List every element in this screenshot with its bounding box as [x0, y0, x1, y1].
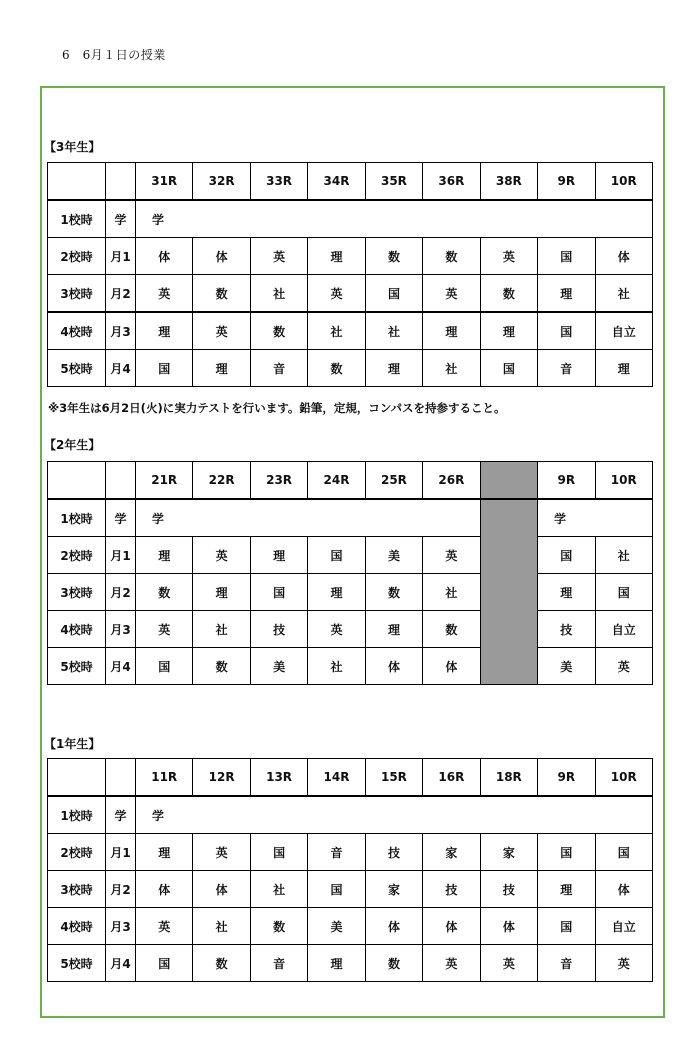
period-row	[48, 796, 653, 834]
room-header: 13R	[250, 759, 307, 797]
subject-cell: 技	[365, 834, 422, 871]
period-label: 2校時	[48, 834, 106, 871]
subject-cell: 音	[538, 945, 595, 982]
header-blank	[48, 759, 106, 797]
subject-cell: 国	[308, 537, 365, 574]
header-row	[48, 759, 653, 797]
subject-cell: 体	[136, 871, 193, 908]
period-row	[48, 574, 653, 611]
subject-cell: 英	[193, 312, 250, 350]
subject-cell: 音	[308, 834, 365, 871]
period-sub: 学	[106, 200, 136, 238]
period-row	[48, 200, 653, 238]
subject-cell: 理	[365, 611, 422, 648]
subject-cell: 学	[136, 499, 481, 537]
period-row	[48, 499, 653, 537]
unused-column	[480, 462, 537, 500]
grade2-timetable	[47, 461, 653, 685]
room-header: 25R	[365, 462, 422, 500]
room-header: 24R	[308, 462, 365, 500]
period-row	[48, 871, 653, 908]
period-sub: 月2	[106, 574, 136, 611]
subject-cell: 技	[250, 611, 307, 648]
period-label: 5校時	[48, 648, 106, 685]
subject-cell: 国	[136, 945, 193, 982]
subject-cell: 美	[250, 648, 307, 685]
period-label: 3校時	[48, 871, 106, 908]
subject-cell: 社	[193, 908, 250, 945]
subject-cell: 英	[136, 275, 193, 313]
subject-cell: 理	[595, 350, 653, 387]
room-header: 33R	[250, 163, 307, 201]
period-label: 3校時	[48, 275, 106, 313]
period-row	[48, 834, 653, 871]
period-sub: 月2	[106, 871, 136, 908]
subject-cell: 英	[423, 945, 480, 982]
subject-cell: 体	[193, 871, 250, 908]
page-heading: 6 6月１日の授業	[62, 48, 166, 62]
subject-cell: 英	[136, 908, 193, 945]
subject-cell: 音	[538, 350, 595, 387]
subject-cell: 社	[423, 350, 480, 387]
subject-cell: 理	[193, 350, 250, 387]
period-label: 1校時	[48, 200, 106, 238]
room-header: 34R	[308, 163, 365, 201]
header-blank	[106, 163, 136, 201]
period-label: 1校時	[48, 796, 106, 834]
period-row	[48, 350, 653, 387]
grade3-timetable	[47, 162, 653, 387]
room-header: 10R	[595, 462, 653, 500]
subject-cell: 理	[193, 574, 250, 611]
subject-cell: 国	[538, 312, 595, 350]
room-header: 31R	[136, 163, 193, 201]
subject-cell: 理	[308, 945, 365, 982]
subject-cell: 国	[250, 574, 307, 611]
period-sub: 学	[106, 796, 136, 834]
subject-cell: 数	[480, 275, 537, 313]
subject-cell: 自立	[595, 312, 653, 350]
grade3-note: ※3年生は6月2日(火)に実力テストを行います。鉛筆，定規，コンパスを持参すること。	[48, 401, 506, 415]
subject-cell: 学	[136, 200, 653, 238]
subject-cell: 自立	[595, 908, 653, 945]
room-header: 35R	[365, 163, 422, 201]
period-label: 4校時	[48, 611, 106, 648]
period-row	[48, 611, 653, 648]
period-sub: 月4	[106, 648, 136, 685]
subject-cell: 体	[480, 908, 537, 945]
header-blank	[106, 462, 136, 500]
subject-cell: 国	[365, 275, 422, 313]
grade2-label: 【2年生】	[44, 438, 101, 452]
subject-cell: 国	[595, 834, 653, 871]
subject-cell: 英	[480, 238, 537, 275]
subject-cell: 数	[193, 648, 250, 685]
subject-cell: 理	[365, 350, 422, 387]
subject-cell: 国	[480, 350, 537, 387]
subject-cell: 体	[136, 238, 193, 275]
subject-cell: 国	[136, 648, 193, 685]
grade3-label: 【3年生】	[44, 140, 101, 154]
period-row	[48, 945, 653, 982]
period-sub: 月4	[106, 350, 136, 387]
subject-cell: 国	[250, 834, 307, 871]
subject-cell: 理	[136, 834, 193, 871]
subject-cell: 技	[538, 611, 595, 648]
subject-cell: 体	[365, 648, 422, 685]
subject-cell: 国	[538, 537, 595, 574]
subject-cell: 数	[308, 350, 365, 387]
period-label: 3校時	[48, 574, 106, 611]
room-header: 36R	[423, 163, 480, 201]
period-sub: 月1	[106, 537, 136, 574]
subject-cell: 社	[423, 574, 480, 611]
subject-cell: 体	[365, 908, 422, 945]
room-header: 10R	[595, 163, 653, 201]
subject-cell: 数	[365, 238, 422, 275]
grade1-label: 【1年生】	[44, 737, 101, 751]
subject-cell: 社	[250, 275, 307, 313]
room-header: 9R	[538, 163, 595, 201]
subject-cell: 数	[250, 908, 307, 945]
subject-cell: 家	[480, 834, 537, 871]
subject-cell: 数	[423, 611, 480, 648]
subject-cell: 社	[595, 275, 653, 313]
room-header: 32R	[193, 163, 250, 201]
room-header: 16R	[423, 759, 480, 797]
period-sub: 月3	[106, 312, 136, 350]
subject-cell: 家	[423, 834, 480, 871]
room-header: 21R	[136, 462, 193, 500]
header-blank	[48, 163, 106, 201]
subject-cell: 音	[250, 945, 307, 982]
subject-cell: 美	[365, 537, 422, 574]
period-row	[48, 908, 653, 945]
subject-cell: 国	[308, 871, 365, 908]
subject-cell: 国	[136, 350, 193, 387]
subject-cell: 社	[250, 871, 307, 908]
period-row	[48, 238, 653, 275]
subject-cell: 英	[480, 945, 537, 982]
subject-cell: 英	[308, 275, 365, 313]
subject-cell: 国	[538, 238, 595, 275]
subject-cell: 社	[308, 312, 365, 350]
subject-cell: 英	[423, 537, 480, 574]
subject-cell: 学	[538, 499, 653, 537]
subject-cell: 技	[423, 871, 480, 908]
period-label: 5校時	[48, 350, 106, 387]
subject-cell: 家	[365, 871, 422, 908]
room-header: 9R	[538, 759, 595, 797]
subject-cell: 理	[423, 312, 480, 350]
subject-cell: 数	[250, 312, 307, 350]
period-sub: 月4	[106, 945, 136, 982]
header-row	[48, 462, 653, 500]
period-row	[48, 537, 653, 574]
room-header: 26R	[423, 462, 480, 500]
subject-cell: 美	[538, 648, 595, 685]
period-label: 2校時	[48, 537, 106, 574]
subject-cell: 体	[193, 238, 250, 275]
subject-cell: 数	[423, 238, 480, 275]
subject-cell: 英	[193, 834, 250, 871]
period-sub: 月2	[106, 275, 136, 313]
subject-cell: 数	[136, 574, 193, 611]
room-header: 22R	[193, 462, 250, 500]
room-header: 38R	[480, 163, 537, 201]
subject-cell: 数	[193, 945, 250, 982]
subject-cell: 数	[365, 945, 422, 982]
room-header: 18R	[480, 759, 537, 797]
subject-cell: 英	[250, 238, 307, 275]
period-label: 4校時	[48, 908, 106, 945]
period-row	[48, 648, 653, 685]
subject-cell: 体	[595, 871, 653, 908]
subject-cell: 社	[308, 648, 365, 685]
subject-cell: 社	[193, 611, 250, 648]
subject-cell: 国	[538, 908, 595, 945]
subject-cell: 学	[136, 796, 653, 834]
subject-cell: 英	[423, 275, 480, 313]
subject-cell: 英	[193, 537, 250, 574]
subject-cell: 理	[250, 537, 307, 574]
subject-cell: 社	[595, 537, 653, 574]
room-header: 11R	[136, 759, 193, 797]
room-header: 9R	[538, 462, 595, 500]
period-label: 2校時	[48, 238, 106, 275]
header-blank	[48, 462, 106, 500]
room-header: 15R	[365, 759, 422, 797]
subject-cell: 理	[308, 238, 365, 275]
period-row	[48, 275, 653, 313]
subject-cell: 体	[423, 648, 480, 685]
period-sub: 月1	[106, 238, 136, 275]
subject-cell: 技	[480, 871, 537, 908]
subject-cell: 音	[250, 350, 307, 387]
header-row	[48, 163, 653, 201]
unused-column	[480, 499, 537, 685]
subject-cell: 理	[136, 537, 193, 574]
period-sub: 月3	[106, 908, 136, 945]
period-sub: 月1	[106, 834, 136, 871]
subject-cell: 英	[595, 648, 653, 685]
room-header: 10R	[595, 759, 653, 797]
period-label: 5校時	[48, 945, 106, 982]
period-row	[48, 312, 653, 350]
subject-cell: 理	[308, 574, 365, 611]
subject-cell: 国	[595, 574, 653, 611]
period-sub: 月3	[106, 611, 136, 648]
room-header: 14R	[308, 759, 365, 797]
subject-cell: 理	[136, 312, 193, 350]
period-label: 1校時	[48, 499, 106, 537]
subject-cell: 社	[365, 312, 422, 350]
period-sub: 学	[106, 499, 136, 537]
subject-cell: 体	[423, 908, 480, 945]
subject-cell: 美	[308, 908, 365, 945]
subject-cell: 数	[193, 275, 250, 313]
subject-cell: 英	[308, 611, 365, 648]
subject-cell: 理	[538, 275, 595, 313]
room-header: 12R	[193, 759, 250, 797]
room-header: 23R	[250, 462, 307, 500]
subject-cell: 自立	[595, 611, 653, 648]
subject-cell: 数	[365, 574, 422, 611]
grade1-timetable	[47, 758, 653, 982]
period-label: 4校時	[48, 312, 106, 350]
header-blank	[106, 759, 136, 797]
subject-cell: 理	[538, 871, 595, 908]
subject-cell: 理	[538, 574, 595, 611]
subject-cell: 理	[480, 312, 537, 350]
subject-cell: 英	[136, 611, 193, 648]
subject-cell: 体	[595, 238, 653, 275]
subject-cell: 国	[538, 834, 595, 871]
subject-cell: 英	[595, 945, 653, 982]
